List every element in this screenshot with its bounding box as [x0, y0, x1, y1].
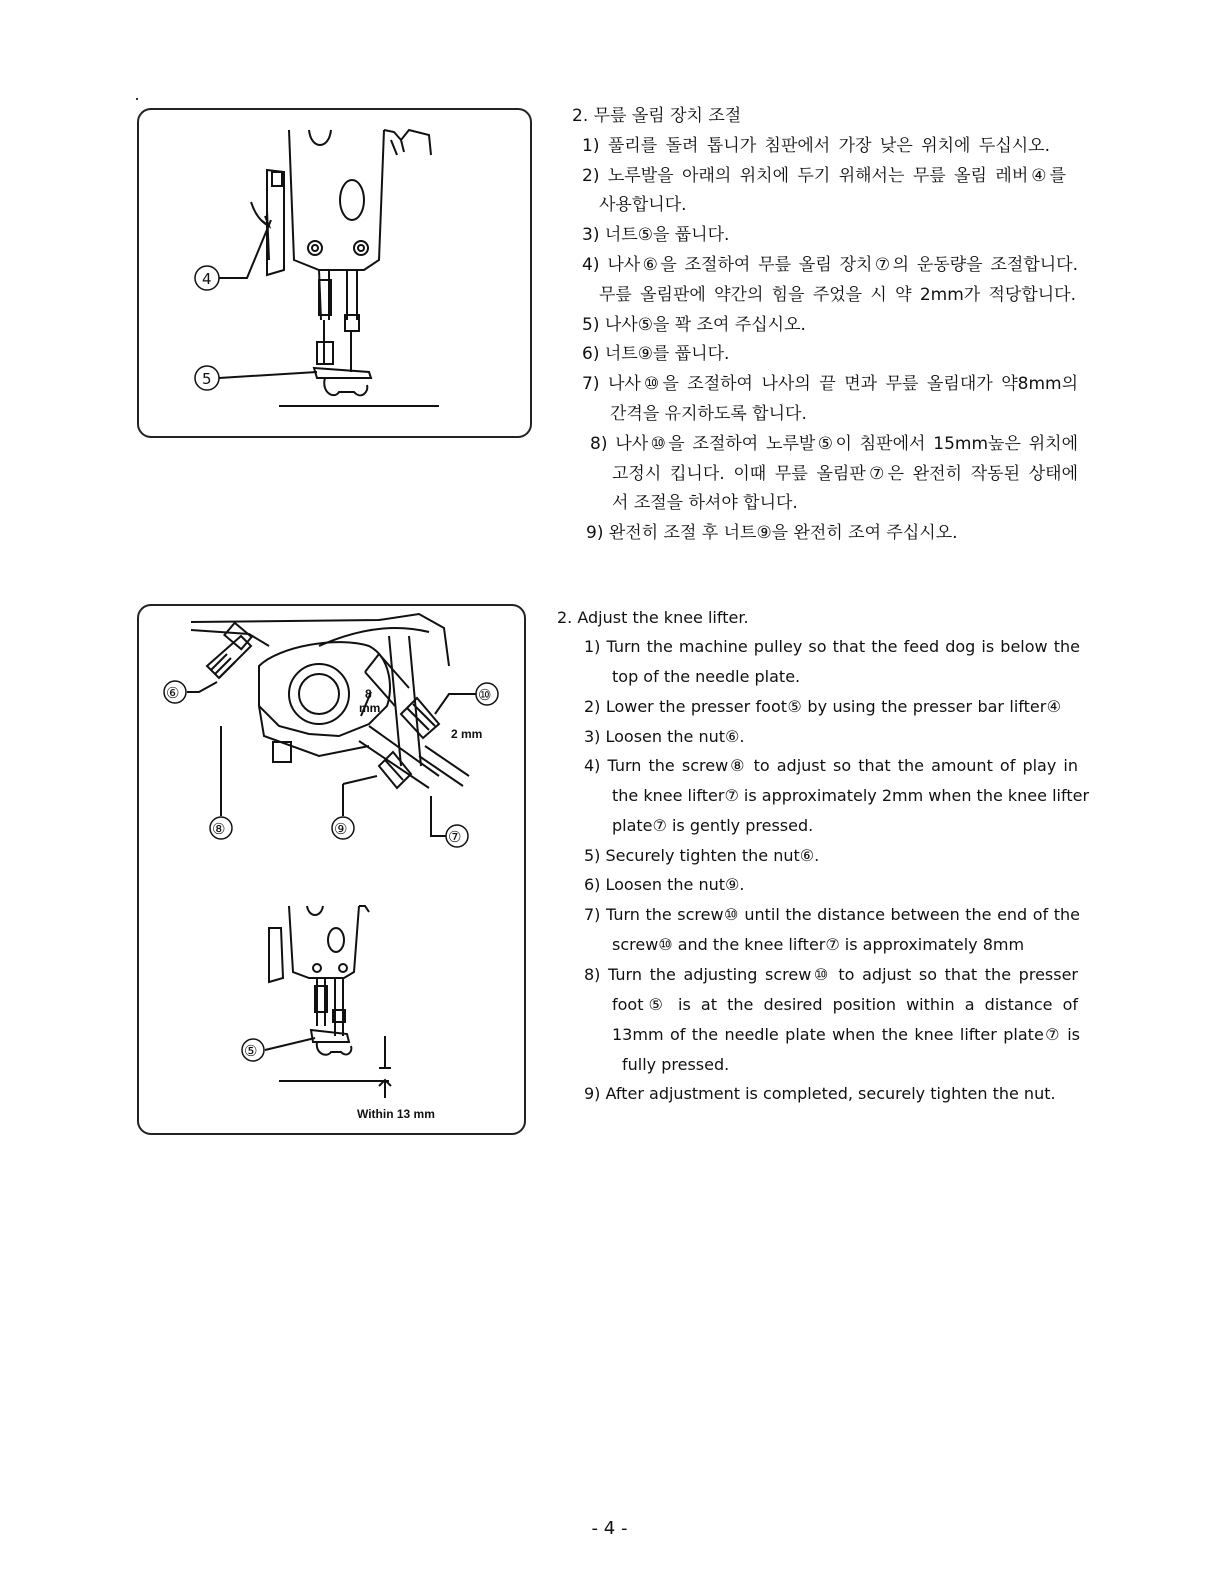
figure-1-label-4: 4 — [202, 270, 212, 288]
korean-line: 9) 완전히 조절 후 너트⑨을 완전히 조여 주십시오. — [586, 523, 958, 543]
english-line: 3) Loosen the nut⑥. — [584, 727, 745, 746]
figure-knee-lifter-lever — [137, 108, 532, 438]
english-heading: 2. Adjust the knee lifter. — [557, 608, 749, 627]
english-line: foot⑤ is at the desired position within a distance of — [612, 995, 1078, 1014]
korean-line: 3) 너트⑤을 풉니다. — [582, 225, 730, 245]
figure-2-label-6: ⑥ — [166, 684, 180, 702]
figure-1-label-5: 5 — [202, 370, 212, 388]
korean-line: 2) 노루발을 아래의 위치에 두기 위해서는 무릎 올림 레버④를 — [582, 166, 1066, 186]
figure-2-label-9: ⑨ — [334, 820, 348, 838]
figure-knee-lifter-adjustment — [137, 604, 526, 1135]
english-line: 7) Turn the screw⑩ until the distance between the end of the — [584, 905, 1080, 924]
english-line: 1) Turn the machine pulley so that the feed dog is below the — [584, 637, 1080, 656]
korean-line: 간격을 유지하도록 합니다. — [610, 404, 807, 424]
english-line: 6) Loosen the nut⑨. — [584, 875, 745, 894]
korean-heading: 2. 무릎 올림 장치 조절 — [572, 106, 742, 126]
english-line: 8) Turn the adjusting screw⑩ to adjust so that the presser — [584, 965, 1078, 984]
dimension-8mm-unit: mm — [359, 701, 381, 715]
korean-line: 1) 풀리를 돌려 톱니가 침판에서 가장 낮은 위치에 두십시오. — [582, 136, 1050, 156]
dimension-2mm: 2 mm — [451, 727, 483, 741]
english-line: plate⑦ is gently pressed. — [612, 816, 814, 835]
korean-line: 서 조절을 하셔야 합니다. — [612, 493, 798, 513]
figure-2-drawing — [139, 606, 524, 1133]
english-line: fully pressed. — [622, 1055, 730, 1074]
figure-2-label-10: ⑩ — [478, 686, 492, 704]
korean-line: 무릎 올림판에 약간의 힘을 주었을 시 약 2mm가 적당합니다. — [599, 285, 1076, 305]
korean-line: 사용합니다. — [599, 195, 687, 215]
korean-line: 7) 나사⑩을 조절하여 나사의 끝 면과 무릎 올림대가 약8mm의 — [582, 374, 1078, 394]
figure-2-label-5: ⑤ — [244, 1042, 258, 1060]
english-line: the knee lifter⑦ is approximately 2mm when the knee lifter — [612, 786, 1090, 805]
english-line: top of the needle plate. — [612, 667, 801, 686]
dimension-within-13mm: Within 13 mm — [357, 1107, 435, 1121]
korean-line: 5) 나사⑤을 꽉 조여 주십시오. — [582, 315, 806, 335]
page-number: - 4 - — [591, 1518, 628, 1539]
korean-line: 4) 나사⑥을 조절하여 무릎 올림 장치⑦의 운동량을 조절합니다. — [582, 255, 1078, 275]
english-line: 13mm of the needle plate when the knee lifter plate⑦ is — [612, 1025, 1080, 1044]
english-line: 4) Turn the screw⑧ to adjust so that the amount of play in — [584, 756, 1078, 775]
stray-dot — [136, 98, 138, 100]
dimension-8mm-value: 8 — [365, 687, 372, 701]
english-line: 2) Lower the presser foot⑤ by using the presser bar lifter④ — [584, 697, 1061, 716]
english-line: 9) After adjustment is completed, securely tighten the nut. — [584, 1084, 1056, 1103]
figure-1-drawing — [139, 110, 530, 436]
korean-line: 8) 나사⑩을 조절하여 노루발⑤이 침판에서 15mm높은 위치에 — [590, 434, 1078, 454]
english-line: 5) Securely tighten the nut⑥. — [584, 846, 820, 865]
korean-line: 6) 너트⑨를 풉니다. — [582, 344, 730, 364]
korean-line: 고정시 킵니다. 이때 무릎 올림판⑦은 완전히 작동된 상태에 — [612, 464, 1078, 484]
figure-2-label-8: ⑧ — [212, 820, 226, 838]
figure-2-label-7: ⑦ — [448, 828, 462, 846]
english-line: screw⑩ and the knee lifter⑦ is approximately 8mm — [612, 935, 1025, 954]
